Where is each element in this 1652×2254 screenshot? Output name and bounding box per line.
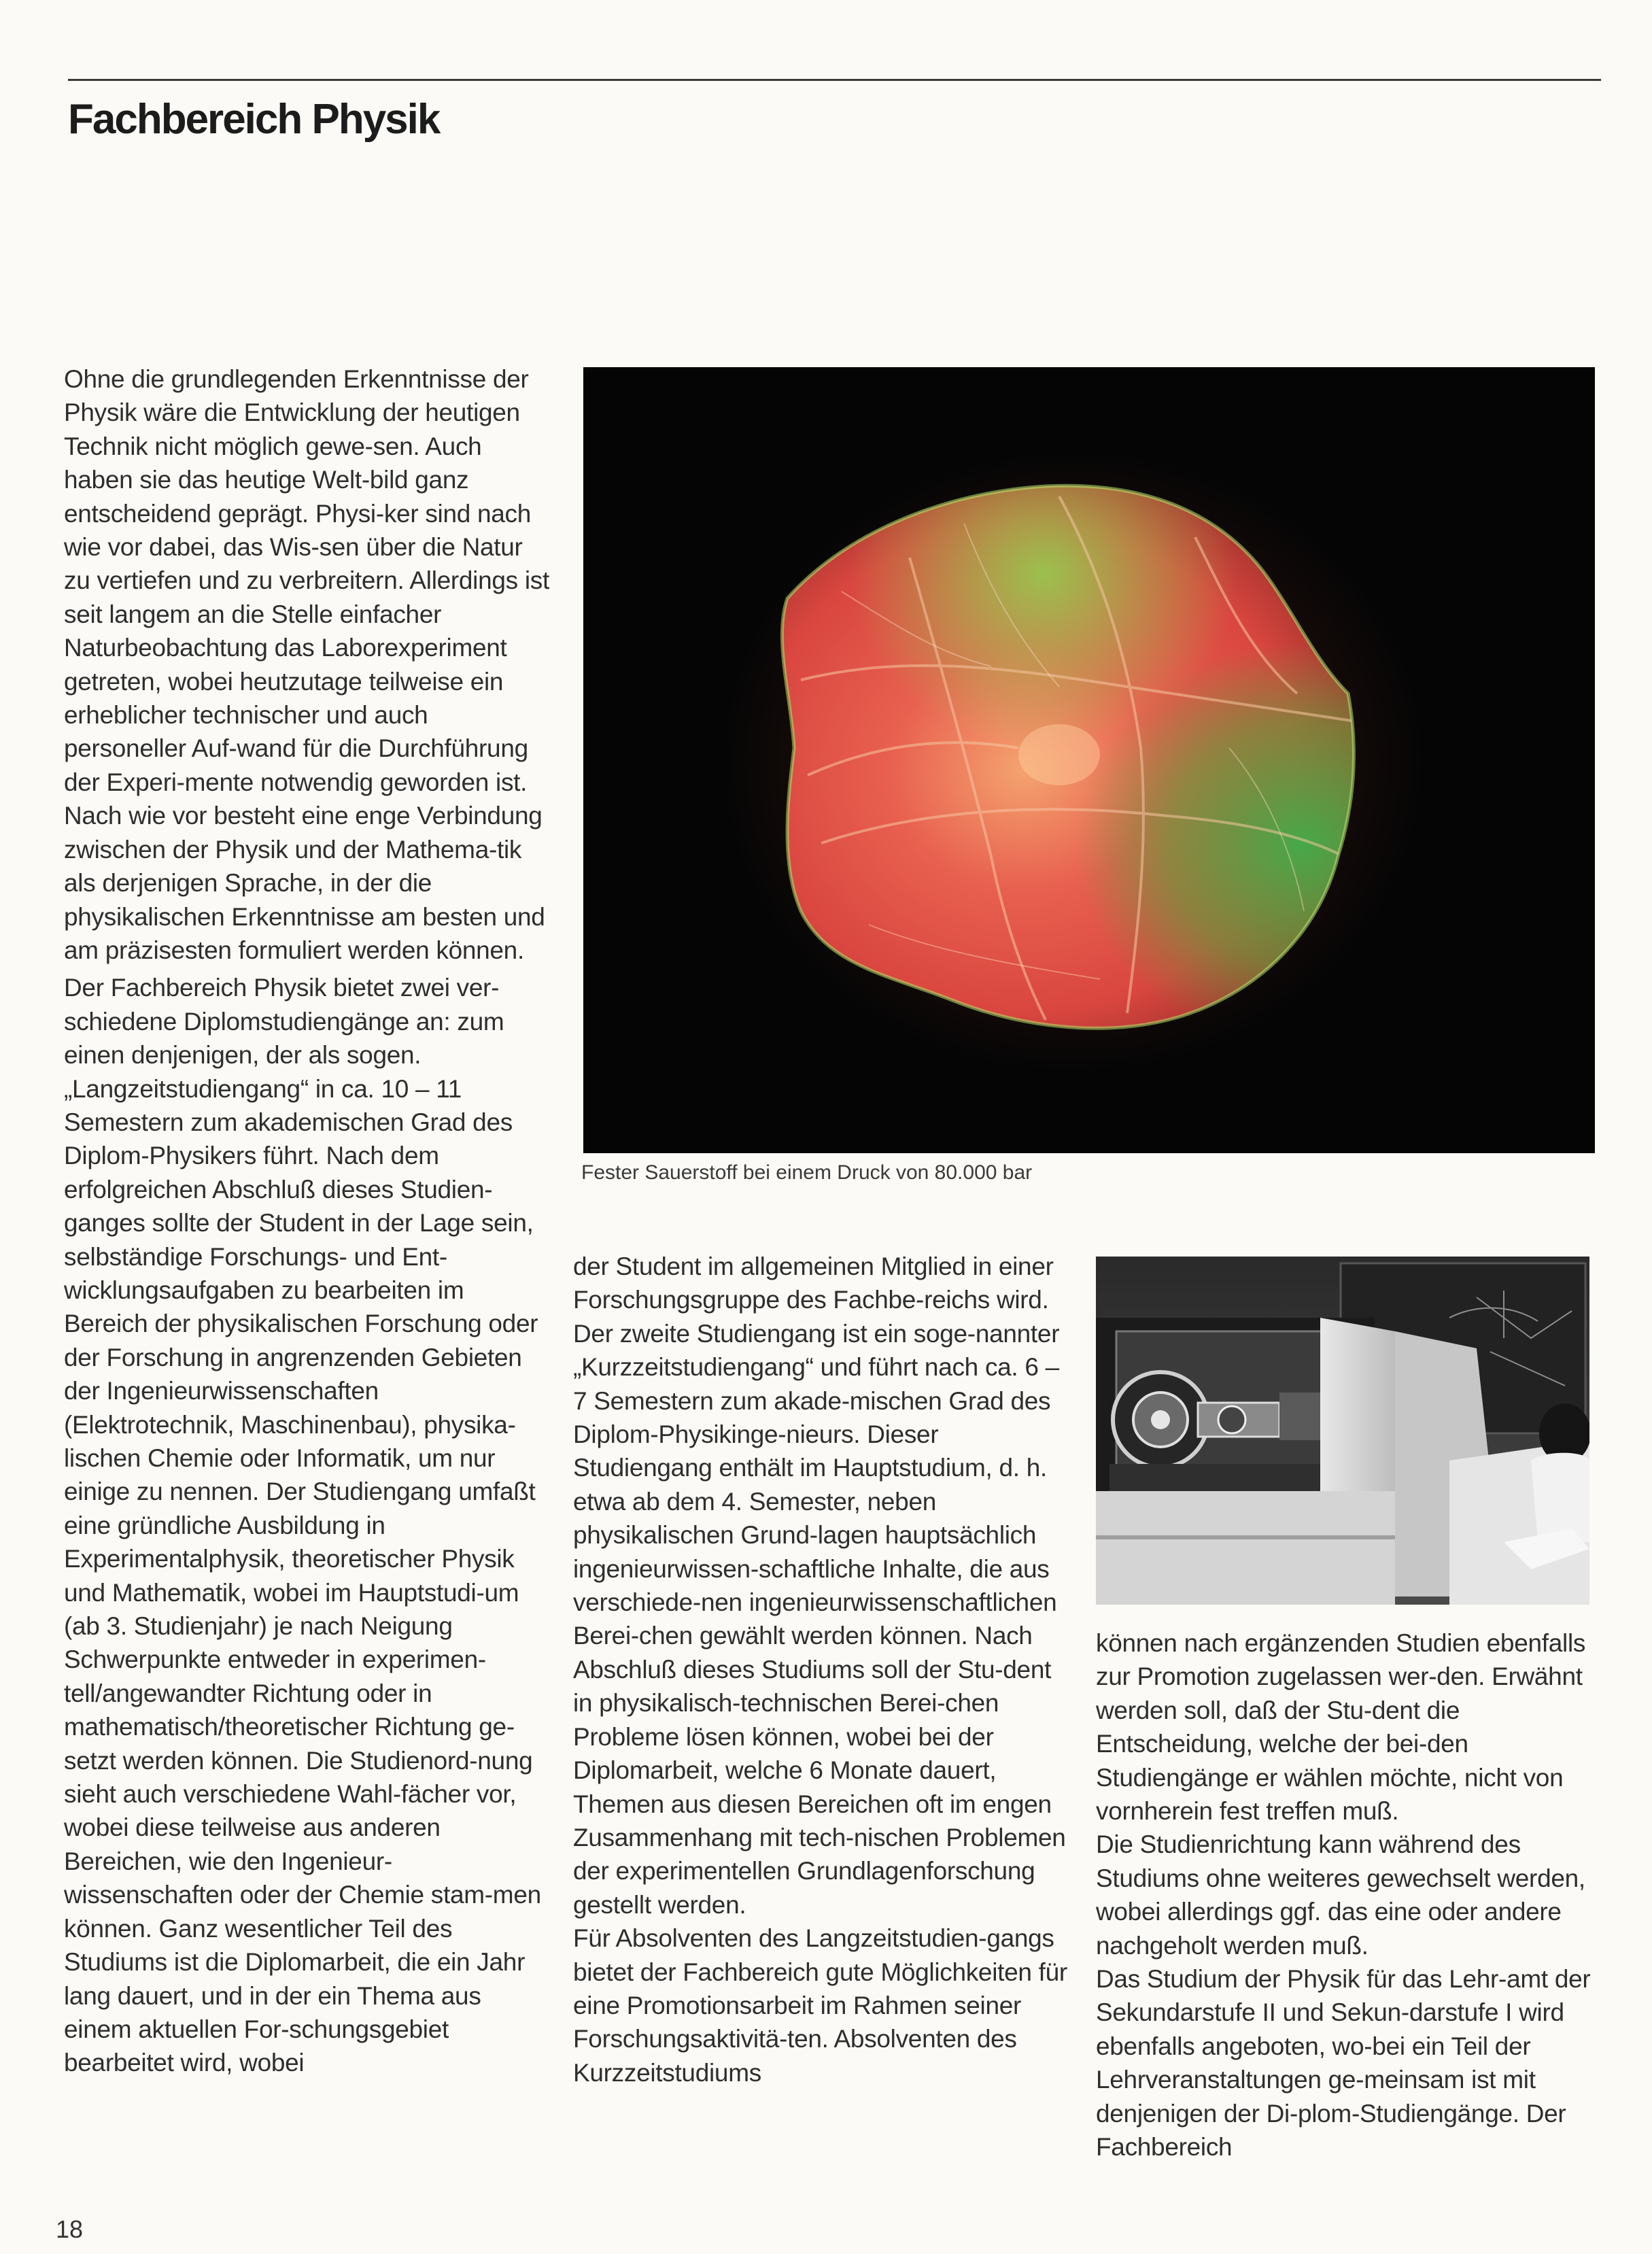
paragraph: Die Studienrichtung kann während des Studiums ohne weiteres gewechselt werden, wobei allerdings ggf. das eine oder andere nachgeholt werden muß. <box>1096 1830 1585 1960</box>
laboratory-photo <box>1096 1257 1589 1605</box>
crystal-image <box>583 367 1595 1153</box>
text-column-3 <box>1096 1626 1599 2164</box>
solid-oxygen-photo <box>583 367 1595 1153</box>
page-title: Fachbereich Physik <box>68 96 440 143</box>
header-rule <box>68 79 1601 81</box>
page-number: 18 <box>56 2215 84 2243</box>
paragraph: Für Absolventen des Langzeitstudien-gangs bietet der Fachbereich gute Möglichkeiten für eine Promotionsarbeit im Rahmen seiner Forschungsaktivitä-ten. Absolventen des Kurzzeitstudiums <box>573 1924 1067 2087</box>
paragraph: Das Studium der Physik für das Lehr-amt der Sekundarstufe II und Sekun-darstufe I wird ebenfalls angeboten, wo-bei ein Teil der Lehrveranstaltungen ge-meinsam ist mit denjenigen der Di-plom-Studiengänge. Der Fachbereich <box>1096 1965 1591 2162</box>
paragraph: der Student im allgemeinen Mitglied in einer Forschungsgruppe des Fachbe-reichs wird. <box>573 1252 1054 1314</box>
paragraph: Der zweite Studiengang ist ein soge-nannter „Kurzzeitstudiengang“ und führt nach ca. 6 – 7 Semestern zum akade-mischen Grad des Diplom-Physikinge-nieurs. Dieser Studiengang enthält im Hauptstudium, d. h. etwa ab dem 4. Semester, neben physikalischen Grund-lagen hauptsächlich ingenieurwissen-schaftliche Inhalte, die aus verschiede-nen ingenieurwissenschaftlichen Berei-chen gewählt werden können. Nach Abschluß dieses Studiums soll der Stu-dent in physikalisch-technischen Berei-chen Probleme lösen können, wobei bei der Diplomarbeit, welche 6 Monate dauert, Themen aus diesen Bereichen oft im engen Zusammenhang mit tech-nischen Problemen der experimentellen Grundlagenforschung gestellt werden. <box>573 1319 1066 1919</box>
paragraph: Ohne die grundlegenden Erkenntnisse der Physik wäre die Entwicklung der heutigen Technik nicht möglich gewe-sen. Auch haben sie das heutige Welt-bild ganz entscheidend geprägt. Physi-ker sind nach wie vor dabei, das Wis-sen über die Natur zu vertiefen und zu verbreitern. Allerdings ist seit langem an die Stelle einfacher Naturbeobachtung das Laborexperiment getreten, wobei heutzutage teilweise ein erheblicher technischer und auch personeller Auf-wand für die Durchführung der Experi-mente notwendig geworden ist. Nach wie vor besteht eine enge Verbindung zwischen der Physik und der Mathema-tik als derjenigen Sprache, in der die physikalischen Erkenntnisse am besten und am präzisesten formuliert werden können. <box>64 365 549 964</box>
photo-caption: Fester Sauerstoff bei einem Druck von 80.000 bar <box>581 1161 1033 1184</box>
paragraph: Der Fachbereich Physik bietet zwei ver-schiedene Diplomstudiengänge an: zum einen denjenigen, der als sogen. „Langzeitstudiengang“ in ca. 10 – 11 Semestern zum akademischen Grad des Diplom-Physikers führt. Nach dem erfolgreichen Abschluß dieses Studien-ganges sollte der Student in der Lage sein, selbständige Forschungs- und Ent-wicklungsaufgaben zu bearbeiten im Bereich der physikalischen Forschung oder der Forschung in angrenzenden Gebieten der Ingenieurwissenschaften (Elektrotechnik, Maschinenbau), physika-lischen Chemie oder Informatik, um nur einige zu nennen. Der Studiengang umfaßt eine gründliche Ausbildung in Experimentalphysik, theoretischer Physik und Mathematik, wobei im Hauptstudi-um (ab 3. Studienjahr) je nach Neigung Schwerpunkte entweder in experimen-tell/angewandter Richtung oder in mathematisch/theoretischer Richtung ge-setzt werden können. Die Studienord-nung sieht auch verschiedene Wahl-fächer vor, wobei diese teilweise aus anderen Bereichen, wie den Ingenieur-wissenschaften oder der Chemie stam-men können. Ganz wesentlicher Teil des Studiums ist die Diplomarbeit, die ein Jahr lang dauert, und in der ein Thema aus einem aktuellen For-schungsgebiet bearbeitet wird, wobei <box>64 974 541 2077</box>
lab-image <box>1096 1257 1589 1605</box>
paragraph: können nach ergänzenden Studien ebenfalls zur Promotion zugelassen wer-den. Erwähnt werden soll, daß der Stu-dent die Entscheidung, welche der bei-den Studiengänge er wählen möchte, nicht von vornherein fest treffen muß. <box>1096 1629 1586 1826</box>
text-column-2 <box>573 1250 1069 2089</box>
text-column-1 <box>64 362 553 2080</box>
